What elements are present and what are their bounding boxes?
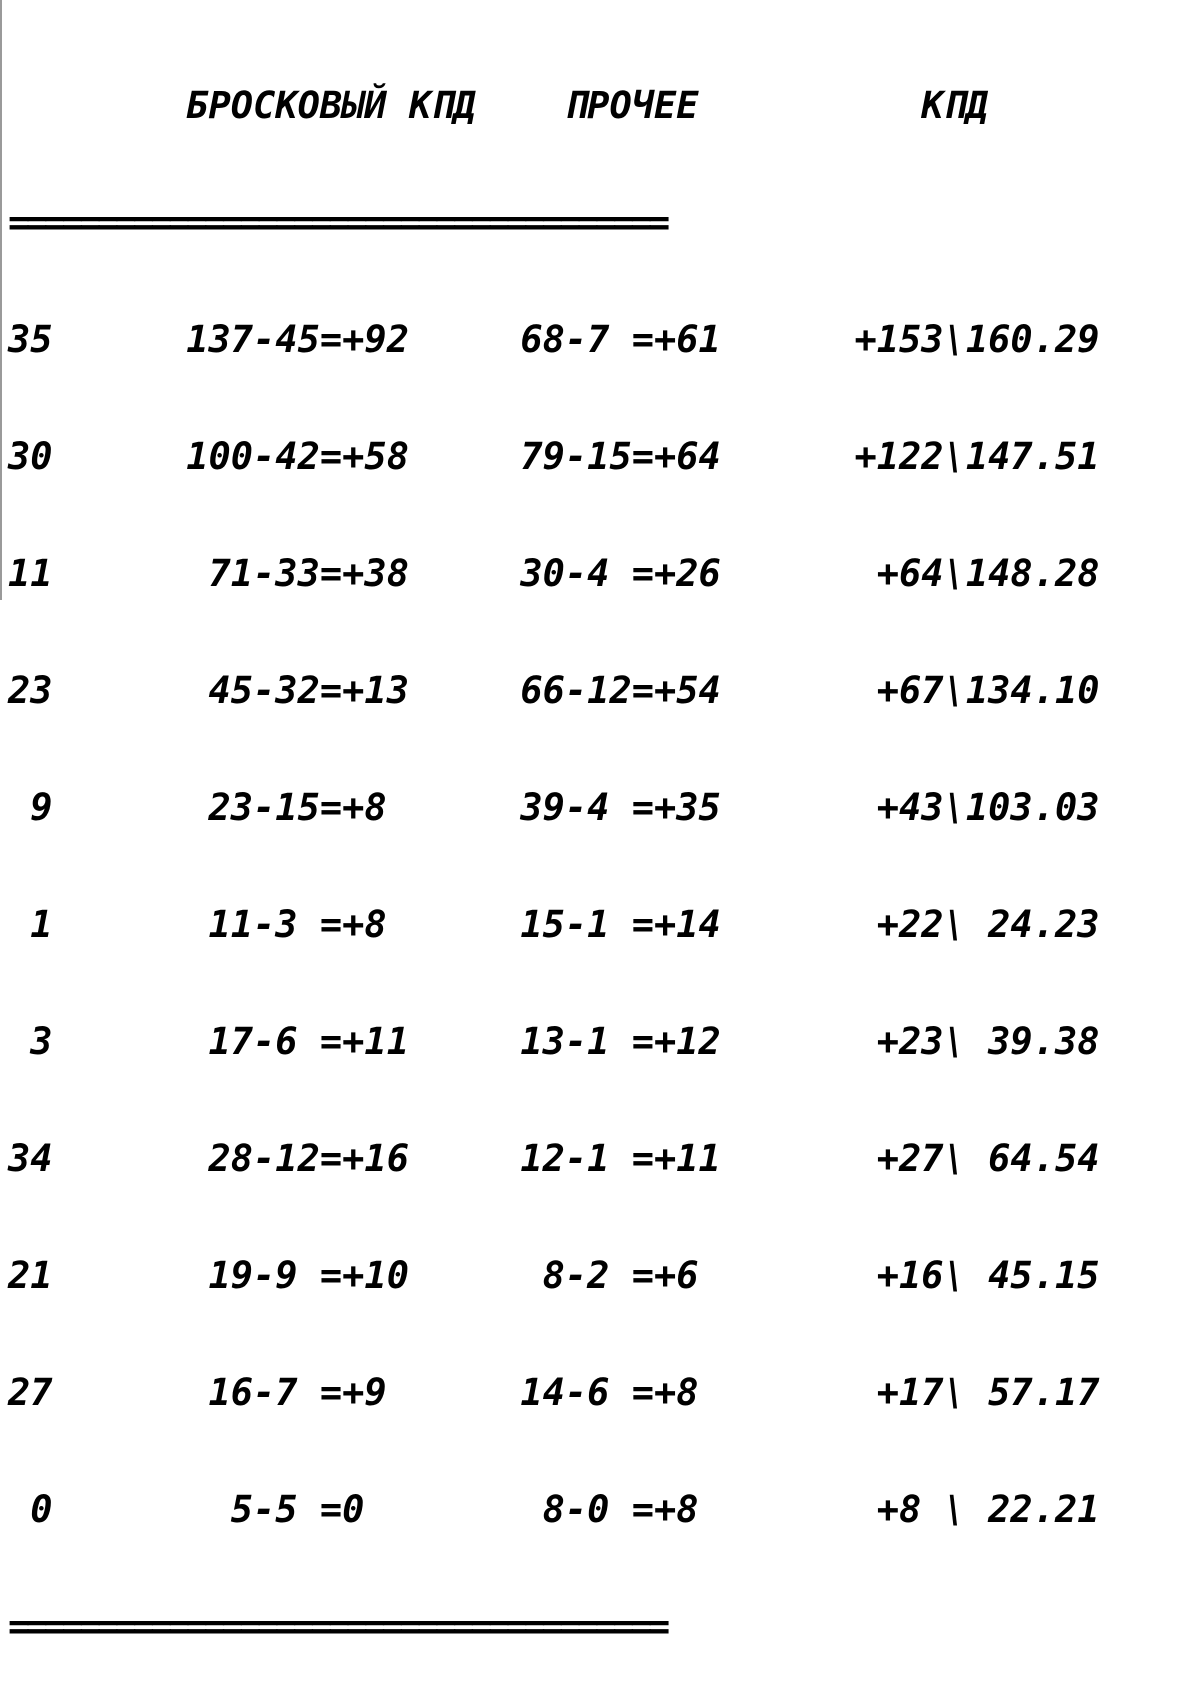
table-row: 35 137-45=+92 68-7 =+61 +153\160.29 [8,318,1100,361]
table-row: 0 5-5 =0 8-0 =+8 +8 \ 22.21 [8,1488,1100,1531]
table-row: 27 16-7 =+9 14-6 =+8 +17\ 57.17 [8,1371,1100,1414]
table-row: 3 17-6 =+11 13-1 =+12 +23\ 39.38 [8,1020,1100,1063]
table-row: 11 71-33=+38 30-4 =+26 +64\148.28 [8,552,1100,595]
table-row: 30 100-42=+58 79-15=+64 +122\147.51 [8,435,1100,478]
table-row: 21 19-9 =+10 8-2 =+6 +16\ 45.15 [8,1254,1100,1297]
stats-table [8,8,1100,1685]
separator-top: ===================================== [8,201,666,244]
table-row: 34 28-12=+16 12-1 =+11 +27\ 64.54 [8,1137,1100,1180]
separator-bottom: ===================================== [8,1605,666,1648]
table-row: 9 23-15=+8 39-4 =+35 +43\103.03 [8,786,1100,829]
table-row: 23 45-32=+13 66-12=+54 +67\134.10 [8,669,1100,712]
table-row: 1 11-3 =+8 15-1 =+14 +22\ 24.23 [8,903,1100,946]
table-header: БРОСКОВЫЙ КПД ПРОЧЕЕ КПД [8,84,989,127]
